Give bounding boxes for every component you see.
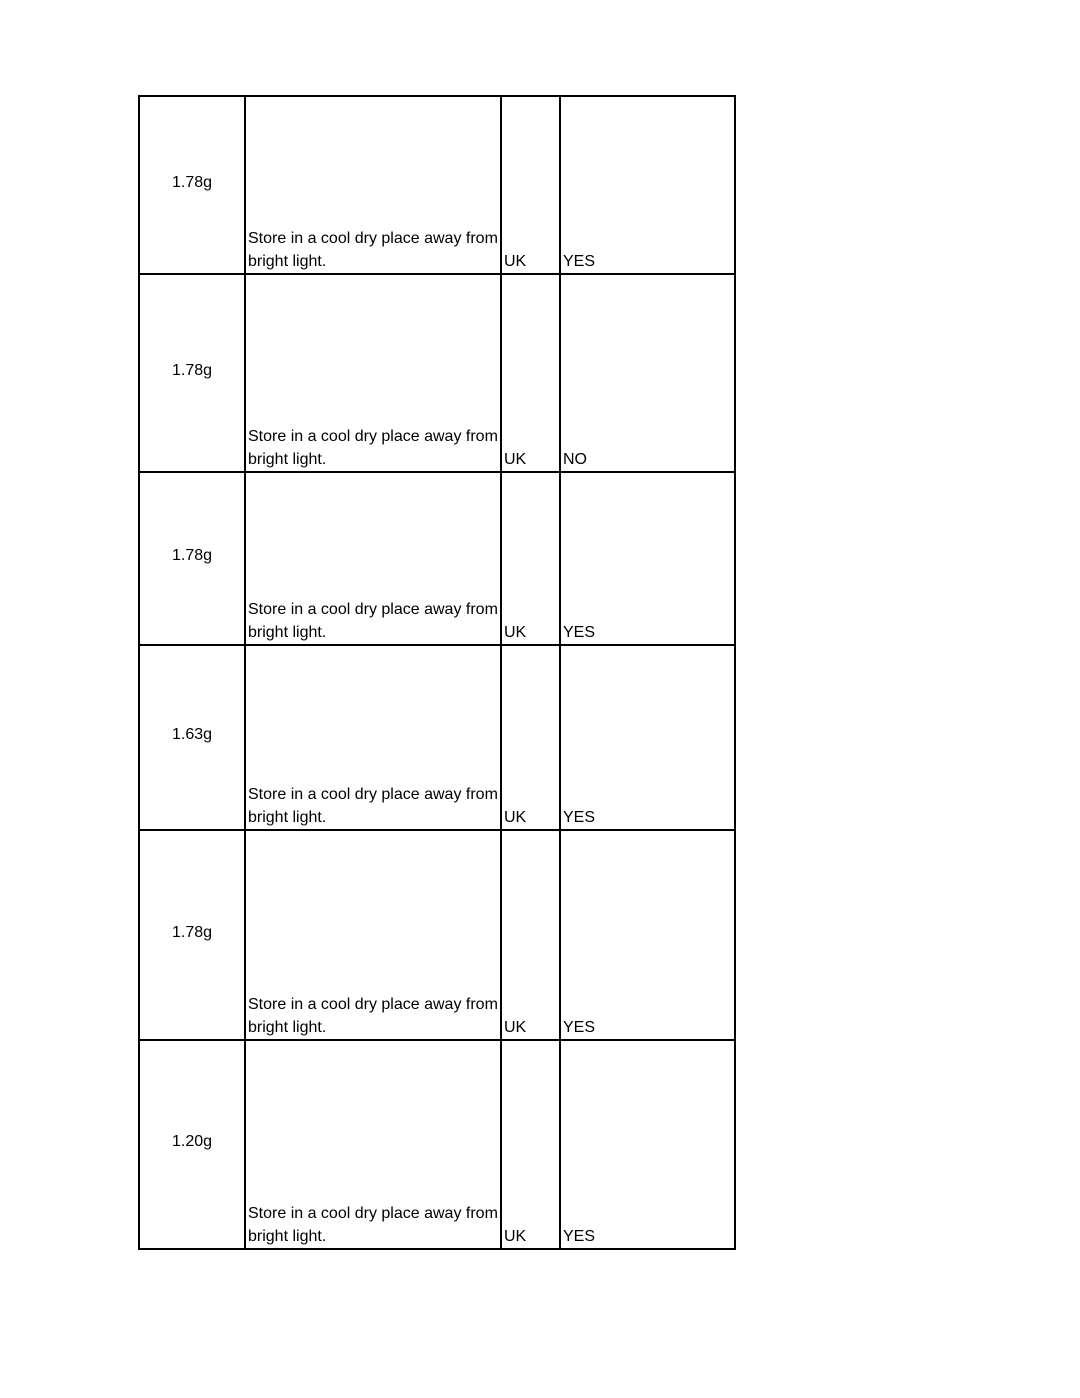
weight-cell: 1.20g — [139, 1040, 245, 1249]
flag-cell: YES — [560, 645, 735, 830]
origin-cell: UK — [501, 645, 560, 830]
weight-cell: 1.78g — [139, 274, 245, 472]
flag-cell: YES — [560, 472, 735, 645]
weight-cell: 1.78g — [139, 96, 245, 274]
flag-cell: YES — [560, 830, 735, 1040]
weight-cell: 1.78g — [139, 472, 245, 645]
storage-instructions-cell: Store in a cool dry place away from bright light. — [245, 96, 501, 274]
table-row — [139, 645, 735, 830]
storage-instructions-cell: Store in a cool dry place away from bright light. — [245, 645, 501, 830]
storage-instructions-cell: Store in a cool dry place away from bright light. — [245, 830, 501, 1040]
storage-instructions-cell: Store in a cool dry place away from bright light. — [245, 274, 501, 472]
product-table-body — [139, 96, 735, 1249]
flag-cell: NO — [560, 274, 735, 472]
origin-cell: UK — [501, 96, 560, 274]
flag-cell: YES — [560, 1040, 735, 1249]
weight-cell: 1.78g — [139, 830, 245, 1040]
flag-cell: YES — [560, 96, 735, 274]
origin-cell: UK — [501, 472, 560, 645]
table-row — [139, 472, 735, 645]
origin-cell: UK — [501, 1040, 560, 1249]
origin-cell: UK — [501, 274, 560, 472]
table-row — [139, 96, 735, 274]
table-row — [139, 1040, 735, 1249]
product-table — [138, 95, 736, 1250]
storage-instructions-cell: Store in a cool dry place away from bright light. — [245, 1040, 501, 1249]
weight-cell: 1.63g — [139, 645, 245, 830]
table-row — [139, 274, 735, 472]
origin-cell: UK — [501, 830, 560, 1040]
table-row — [139, 830, 735, 1040]
storage-instructions-cell: Store in a cool dry place away from bright light. — [245, 472, 501, 645]
